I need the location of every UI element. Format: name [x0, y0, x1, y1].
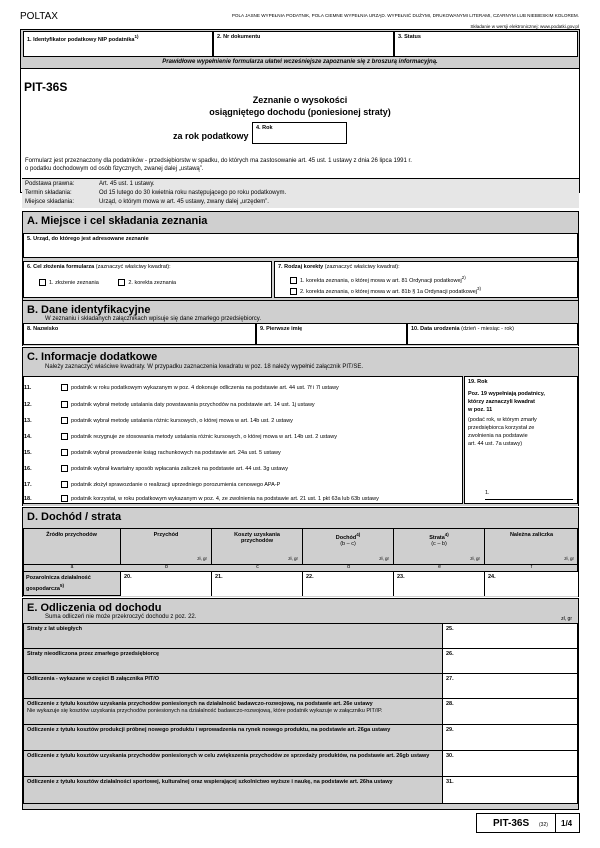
field-28-label: 28.: [446, 701, 454, 707]
checkbox-submit[interactable]: [39, 279, 46, 286]
item-14-number: 14.: [24, 433, 32, 440]
deduction-row-25: [23, 623, 578, 649]
field-26[interactable]: [442, 648, 578, 674]
checkbox-item-14[interactable]: [61, 433, 68, 440]
row-business-footnote: 5): [59, 583, 64, 588]
nip-footnote: 1): [134, 34, 139, 39]
form-code: PIT-36S: [24, 80, 68, 94]
correction-81b-footnote: 3): [477, 286, 482, 291]
item-16-number: 16.: [24, 465, 32, 472]
nip-label: 1. Identyfikator podatkowy NIP podatnika: [27, 36, 135, 43]
surname-label: 8. Nazwisko: [27, 326, 59, 332]
checkbox-item-15[interactable]: [61, 449, 68, 456]
deduction-25-label: Straty z lat ubiegłych: [27, 626, 83, 632]
col-letter-b: b: [165, 564, 168, 570]
section-c-title: C. Informacje dodatkowe: [27, 351, 158, 363]
col-costs-label: Koszty uzyskania przychodów: [234, 532, 280, 544]
col-loss-formula: (c – b): [431, 540, 447, 547]
col-income-footnote: 4): [356, 532, 361, 537]
year-19-note-3: w poz. 11: [468, 407, 493, 413]
col-advance-currency: zł, gr: [564, 556, 574, 561]
field-29-label: 29.: [446, 727, 454, 733]
additional-info-list: [23, 376, 463, 504]
deduction-26-label: Straty nieodliczona przez zmarłego przedsiębiorcę: [27, 651, 160, 657]
item-18-text: podatnik korzystał, w roku podatkowym wykazanym w poz. 4, ze zwolnienia na podstawie art. 21 ust. 1 pkt 63a lub 63b ustawy: [71, 495, 379, 502]
field-22[interactable]: [303, 572, 394, 596]
field-30[interactable]: [442, 750, 578, 777]
field-22-label: 22.: [306, 574, 314, 580]
col-header-advance: [485, 528, 578, 564]
field-25-label: 25.: [446, 626, 454, 632]
section-d-title: D. Dochód / strata: [27, 511, 122, 523]
item-13-text: podatnik wybrał metodę ustalania różnic kursowych, o której mowa w art. 14b ust. 2 ustawy: [71, 417, 293, 424]
form-title-2: osiągniętego dochodu (poniesionej straty): [209, 107, 391, 117]
checkbox-correction[interactable]: [118, 279, 125, 286]
notice-text: Prawidłowe wypełnienie formularza ułatwi wcześniejsze zapoznanie się z broszurą informacyjną.: [162, 59, 438, 65]
checkbox-item-18[interactable]: [61, 495, 68, 502]
doc-number-label: 2. Nr dokumentu: [217, 34, 261, 40]
birth-date-label: 10. Data urodzenia: [411, 326, 460, 332]
col-loss-label: Strata: [429, 534, 445, 541]
item-11-number: 11.: [24, 384, 32, 391]
deduction-row-26: [23, 648, 578, 674]
item-16-text: podatnik wybrał kwartalny sposób wpłacania zaliczek na podstawie art. 44 ust. 3g ustawy: [71, 465, 289, 472]
legal-label-1: Termin składania:: [25, 190, 72, 196]
year-19-label: 19. Rok: [468, 379, 488, 385]
col-header-loss: [394, 528, 485, 564]
year-19-text-3: zwolnienia na podstawie: [468, 433, 528, 439]
tax-office-field[interactable]: [23, 233, 578, 258]
doc-number-field[interactable]: [213, 31, 394, 57]
year-19-text-2: przedsiębiorca korzystał ze: [468, 425, 535, 431]
col-letter-d: d: [347, 564, 350, 570]
purpose-field: [23, 261, 272, 298]
field-31[interactable]: [442, 776, 578, 804]
item-14-text: podatnik rezygnuje ze stosowania metody ustalania różnic kursowych, o której mowa w art. 14b ust. 2 ustawy: [71, 433, 337, 440]
field-21[interactable]: [212, 572, 303, 596]
year-19-text-4: art. 44 ust. 7a ustawy): [468, 441, 523, 447]
field-30-label: 30.: [446, 753, 454, 759]
footer-divider: [555, 814, 556, 832]
section-a-title: A. Miejsce i cel składania zeznania: [27, 215, 208, 227]
legal-value-2: Urząd, o którym mowa w art. 45 ustawy, zwany dalej „urzędem”.: [99, 199, 269, 205]
option-correction-label: 2. korekta zeznania: [128, 279, 177, 286]
item-12-number: 12.: [24, 401, 32, 408]
col-loss-footnote: 4): [444, 532, 449, 537]
correction-type-hint: (zaznaczyć właściwy kwadrat):: [324, 264, 400, 270]
field-28[interactable]: [442, 698, 578, 725]
section-b-title: B. Dane identyfikacyjne: [27, 304, 151, 316]
col-income-currency: zł, gr: [379, 556, 389, 561]
col-source-label: Źródło przychodów: [46, 532, 97, 538]
deduction-29-label: Odliczenie z tytułu kosztów produkcji próbnej nowego produktu i wprowadzenia na rynek nowego produktu, na podstawie art. 26ga ustawy: [27, 727, 391, 733]
legal-value-1: Od 15 lutego do 30 kwietnia roku następującego po roku podatkowym.: [99, 190, 287, 196]
col-income-formula: (b – c): [340, 540, 356, 547]
checkbox-item-17[interactable]: [61, 481, 68, 488]
birth-date-field[interactable]: [407, 323, 578, 345]
item-15-number: 15.: [24, 449, 32, 456]
item-18-number: 18.: [24, 495, 32, 502]
checkbox-correction-81b[interactable]: [290, 288, 297, 295]
item-17-number: 17.: [24, 481, 32, 488]
field-20-label: 20.: [124, 574, 132, 580]
row-business-label: Pozarolnicza działalność gospodarcza: [26, 575, 91, 592]
field-24[interactable]: [485, 572, 578, 596]
checkbox-correction-81[interactable]: [290, 277, 297, 284]
legal-label-0: Podstawa prawna:: [25, 181, 75, 187]
form-purpose-2: o podatku dochodowym od osób fizycznych, zwanej dalej „ustawą”.: [25, 166, 204, 172]
year-field-label: 4. Rok: [256, 125, 273, 131]
deduction-28-label: Odliczenie z tytułu kosztów uzyskania przychodów poniesionych na działalność badawczo-rozwojową, na podstawie art. 26e ustawy: [27, 701, 373, 707]
field-25[interactable]: [442, 623, 578, 649]
col-costs-currency: zł, gr: [288, 556, 298, 561]
section-b-subtitle: W zeznaniu i składanych załącznikach wpisuje się dane zmarłego przedsiębiorcy.: [45, 316, 261, 322]
deduction-31-label: Odliczenie z tytułu kosztów działalności sportowej, kulturalnej oraz wspierającej szkolnictwo wyższe i naukę, na podstawie art. 26ha ustawy: [27, 779, 393, 785]
field-27-label: 27.: [446, 676, 454, 682]
field-31-label: 31.: [446, 779, 454, 785]
col-header-costs: [212, 528, 303, 564]
col-letter-f: f: [530, 564, 533, 570]
field-27[interactable]: [442, 673, 578, 699]
year-19-input[interactable]: [485, 490, 573, 500]
fill-instruction: POLA JASNE WYPEŁNIA PODATNIK, POLA CIEMNE WYPEŁNIA URZĄD. WYPEŁNIĆ DUŻYMI, DRUKOWANYMI LITERAMI, CZARNYM LUB NIEBIESKIM KOLOREM.: [231, 13, 579, 18]
purpose-label: 6. Cel złożenia formularza: [27, 264, 95, 270]
source-note: Składanie w wersji elektronicznej: www.podatki.gov.pl: [470, 24, 579, 29]
year-19-field: [464, 376, 578, 504]
form-title-1: Zeznanie o wysokości: [252, 95, 348, 105]
purpose-hint: (zaznaczyć właściwy kwadrat):: [95, 264, 171, 270]
surname-field[interactable]: [23, 323, 256, 345]
deduction-row-28: [23, 698, 578, 725]
correction-type-field: [274, 261, 578, 298]
form-purpose-1: Formularz jest przeznaczony dla podatników - przedsiębiorstw w spadku, do których ma zastosowanie art. 45 ust. 1 ustawy z dnia 26 lipca 1991 r.: [25, 158, 412, 164]
field-20[interactable]: [121, 572, 212, 596]
nip-field[interactable]: [23, 31, 213, 57]
col-income-label: Dochód: [335, 534, 357, 541]
row-business-activity: [23, 572, 121, 596]
year-19-input-label: 1.: [485, 490, 490, 496]
deduction-28-desc: Nie wykazuje się kosztów uzyskania przychodów poniesionych na działalność badawczo-rozwojową, które podatnik wykazuje w załączniku PIT/IP.: [27, 707, 383, 714]
year-19-note-2: którzy zaznaczyli kwadrat: [468, 399, 535, 405]
first-name-field[interactable]: [256, 323, 407, 345]
item-11-text: podatnik w roku podatkowym wykazanym w poz. 4 dokonuje odliczenia na podstawie art. 44 ust. 7f i 7l ustawy: [71, 384, 339, 391]
first-name-label: 9. Pierwsze imię: [260, 326, 303, 332]
deduction-30-label: Odliczenie z tytułu kosztów uzyskania przychodów poniesionych w celu zwiększenia przychodów ze sprzedaży produktów, na podstawie art. 26gb ustawy: [27, 753, 430, 759]
correction-81-footnote: 2): [461, 275, 466, 280]
year-label: za rok podatkowy: [173, 131, 249, 141]
col-header-source: [23, 528, 121, 564]
legal-label-2: Miejsce składania:: [25, 199, 75, 205]
year-field[interactable]: [252, 122, 347, 144]
legal-value-0: Art. 45 ust. 1 ustawy.: [99, 181, 155, 187]
col-revenue-label: Przychód: [153, 532, 179, 538]
deduction-row-27: [23, 673, 578, 699]
col-revenue-currency: zł, gr: [197, 556, 207, 561]
footer-version: (32): [539, 822, 548, 828]
checkbox-item-16[interactable]: [61, 465, 68, 472]
deduction-row-29: [23, 724, 578, 751]
tax-office-label: 5. Urząd, do którego jest adresowane zeznanie: [27, 236, 149, 242]
field-23[interactable]: [394, 572, 485, 596]
year-19-text-1: (podać rok, w którym zmarły: [468, 417, 537, 423]
footer-page-number: 1/4: [561, 819, 573, 828]
col-letter-c: c: [256, 564, 259, 570]
section-e-currency: zł, gr: [561, 616, 572, 622]
deduction-row-31: [23, 776, 578, 804]
year-19-note-1: Poz. 19 wypełniają podatnicy,: [468, 391, 545, 397]
checkbox-item-13[interactable]: [61, 417, 68, 424]
field-23-label: 23.: [397, 574, 405, 580]
item-13-number: 13.: [24, 417, 32, 424]
correction-type-label: 7. Rodzaj korekty: [278, 264, 324, 270]
col-letter-e: e: [438, 564, 441, 570]
deduction-row-30: [23, 750, 578, 777]
option-submit-label: 1. złożenie zeznania: [49, 279, 99, 286]
col-header-income: [303, 528, 394, 564]
field-26-label: 26.: [446, 651, 454, 657]
status-field[interactable]: [394, 31, 578, 57]
field-29[interactable]: [442, 724, 578, 751]
col-letter-a: a: [70, 564, 74, 570]
checkbox-item-12[interactable]: [61, 401, 68, 408]
birth-date-hint: (dzień - miesiąc - rok): [461, 326, 515, 332]
field-21-label: 21.: [215, 574, 223, 580]
item-12-text: podatnik wybrał metodę ustalania daty powstawania przychodów na podstawie art. 14 ust. 1j ustawy: [71, 401, 315, 408]
col-advance-label: Należna zaliczka: [509, 532, 554, 538]
col-header-revenue: [121, 528, 212, 564]
brand-label: POLTAX: [20, 11, 58, 22]
footer-form-code: PIT-36S: [493, 818, 530, 829]
correction-81-label: 1. korekta zeznania, o której mowa w art. 81 Ordynacji podatkowej: [300, 277, 462, 284]
correction-81b-label: 2. korekta zeznania, o której mowa w art. 81b § 1a Ordynacji podatkowej: [300, 288, 478, 295]
checkbox-item-11[interactable]: [61, 384, 68, 391]
section-c-subtitle: Należy zaznaczyć właściwe kwadraty. W przypadku zaznaczenia kwadratu w poz. 18 należy wypełnić załącznik PIT/SE.: [45, 364, 364, 370]
field-24-label: 24.: [488, 574, 496, 580]
section-e-subtitle: Suma odliczeń nie może przekroczyć dochodu z poz. 22.: [45, 614, 197, 620]
item-17-text: podatnik złożył sprawozdanie o realizacji uprzedniego porozumienia cenowego APA-P: [71, 481, 281, 488]
section-e-title: E. Odliczenia od dochodu: [27, 602, 162, 614]
deduction-27-label: Odliczenia - wykazane w części B załącznika PIT/O: [27, 676, 160, 682]
item-15-text: podatnik wybrał prowadzenie ksiąg rachunkowych na podstawie art. 24a ust. 5 ustawy: [71, 449, 281, 456]
col-loss-currency: zł, gr: [470, 556, 480, 561]
footer-badge: [476, 813, 580, 833]
status-label: 3. Status: [398, 34, 421, 40]
